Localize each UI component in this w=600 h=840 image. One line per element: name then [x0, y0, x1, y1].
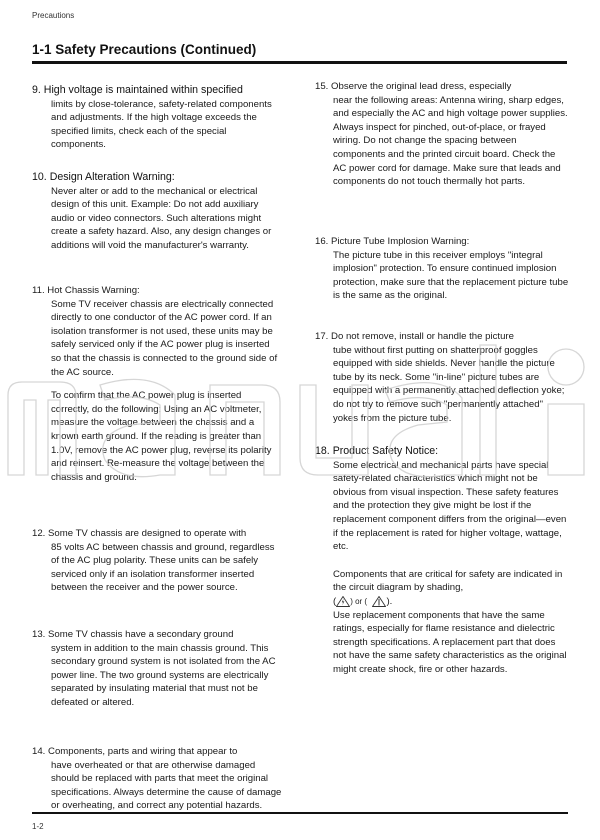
- paren: (: [333, 595, 337, 607]
- item-text: tube without first putting on shatterproof goggles equipped with side shields. Never handle the picture tube by its neck. Some "in-line" picture tubes are equipped with a permanently attached deflection yoke; do not try to remove such "permanently attached" yokes from the picture tube.: [333, 344, 565, 424]
- right-column: [315, 80, 570, 688]
- item-number: 13.: [32, 629, 46, 640]
- precaution-item-13: [32, 628, 282, 734]
- item-text: near the following areas: Antenna wiring, sharp edges, and especially the AC and high voltage power supplies. Always inspect for pinched, out-of-place, or frayed wiring. Do not change the spacing between components and the printed circuit board. Check the AC power cord for damage. Make sure that leads and components do not touch thermally hot parts.: [333, 94, 568, 188]
- item-heading: Do not remove, install or handle the picture: [331, 331, 514, 342]
- item-heading: Some TV chassis have a secondary ground: [48, 629, 234, 640]
- item-number: 17.: [315, 331, 329, 342]
- item-number: 15.: [315, 81, 329, 92]
- header-rule: [32, 61, 567, 64]
- item-number: 10.: [32, 171, 47, 183]
- note-text: Use replacement components that have the same ratings, especially for flame resistance and dielectric strength specifications. A replacement part that does not have the same safety characteristics as the original might create shock, fire or other hazards.: [333, 609, 567, 675]
- item-number: 9.: [32, 84, 41, 96]
- safety-warning-triangle-icon: [372, 596, 386, 607]
- or-text: ) or (: [350, 596, 368, 606]
- item-number: 12.: [32, 528, 46, 539]
- item-text: Never alter or add to the mechanical or electrical design of this unit. Example: Do not add auxiliary audio or video connectors. Such alterations might create a safety hazard. Also, any design changes or additions will void the manufacturer's warranty.: [51, 185, 272, 251]
- item-text: have overheated or that are otherwise damaged should be replaced with parts that meet the original specifications. Always determine the cause of damage or overheating, and correct any potential hazards.: [51, 759, 282, 812]
- precaution-item-14: [32, 745, 282, 813]
- left-column: [32, 84, 282, 824]
- item-text: Some TV receiver chassis are electrically connected directly to one conductor of the AC power cord. If an isolation transformer is not used, these units may be safely serviced only if the AC power plug is inserted so that the chassis is connected to the ground side of the AC source.: [51, 298, 278, 378]
- precaution-item-16: [315, 235, 570, 319]
- item-text: Some electrical and mechanical parts have special safety-related characteristics which might not be obvious from visual inspection. These safety features and the protection they give might be lost if the replacement component differs from the original—even if the replacement is rated for higher voltage, wattage, etc.: [333, 459, 567, 553]
- paren: ).: [386, 595, 393, 607]
- item-heading: Observe the original lead dress, especially: [331, 81, 512, 92]
- precaution-item-10: [32, 171, 282, 273]
- precaution-item-9: [32, 84, 282, 160]
- item-text: To confirm that the AC power plug is inserted correctly, do the following: Using an AC voltmeter, measure the voltage between the chassis and a known earth ground. If the reading is greater than 1.0V, remove the AC power plug, reverse its polarity and reinsert. Re-measure the voltage between the chassis and ground.: [51, 390, 272, 483]
- item-heading: Some TV chassis are designed to operate with: [48, 528, 247, 539]
- section-title: 1-1 Safety Precautions (Continued): [32, 42, 257, 57]
- item-heading: Picture Tube Implosion Warning:: [331, 236, 470, 247]
- safety-warning-triangle-icon: [336, 596, 350, 607]
- item-text: 85 volts AC between chassis and ground, regardless of the AC plug polarity. These units can be safely serviced only if an isolation transformer inserted between the receiver and the power source.: [51, 541, 275, 594]
- safety-components-note: [315, 568, 570, 677]
- item-text: limits by close-tolerance, safety-related components and adjustments. If the high voltage exceeds the specified limits, check each of the special components.: [51, 98, 272, 151]
- item-text: The picture tube in this receiver employs "integral implosion" protection. To ensure continued implosion protection, make sure that the replacement picture tube is the same as the original.: [333, 249, 569, 302]
- footer-rule: [32, 812, 568, 814]
- precaution-item-18: [315, 445, 570, 677]
- precaution-item-12: [32, 527, 282, 617]
- precaution-item-11: [32, 284, 282, 516]
- item-heading: Product Safety Notice:: [332, 445, 439, 457]
- item-heading: High voltage is maintained within specified: [43, 84, 243, 96]
- item-heading: Design Alteration Warning:: [49, 171, 175, 183]
- precaution-item-15: [315, 80, 570, 224]
- precaution-item-17: [315, 330, 570, 434]
- item-number: 16.: [315, 236, 329, 247]
- page-number: 1-2: [32, 822, 44, 831]
- item-heading: Hot Chassis Warning:: [47, 285, 140, 296]
- running-head: Precautions: [32, 11, 75, 20]
- item-number: 14.: [32, 746, 46, 757]
- item-number: 18.: [315, 445, 330, 457]
- note-text: Components that are critical for safety are indicated in the circuit diagram by shading,: [333, 568, 563, 594]
- item-number: 11.: [32, 285, 45, 296]
- item-heading: Components, parts and wiring that appear to: [48, 746, 238, 757]
- item-text: system in addition to the main chassis ground. This secondary ground system is not isolated from the AC power line. The two ground systems are electrically separated by insulating material that must not be defeated or altered.: [51, 642, 276, 708]
